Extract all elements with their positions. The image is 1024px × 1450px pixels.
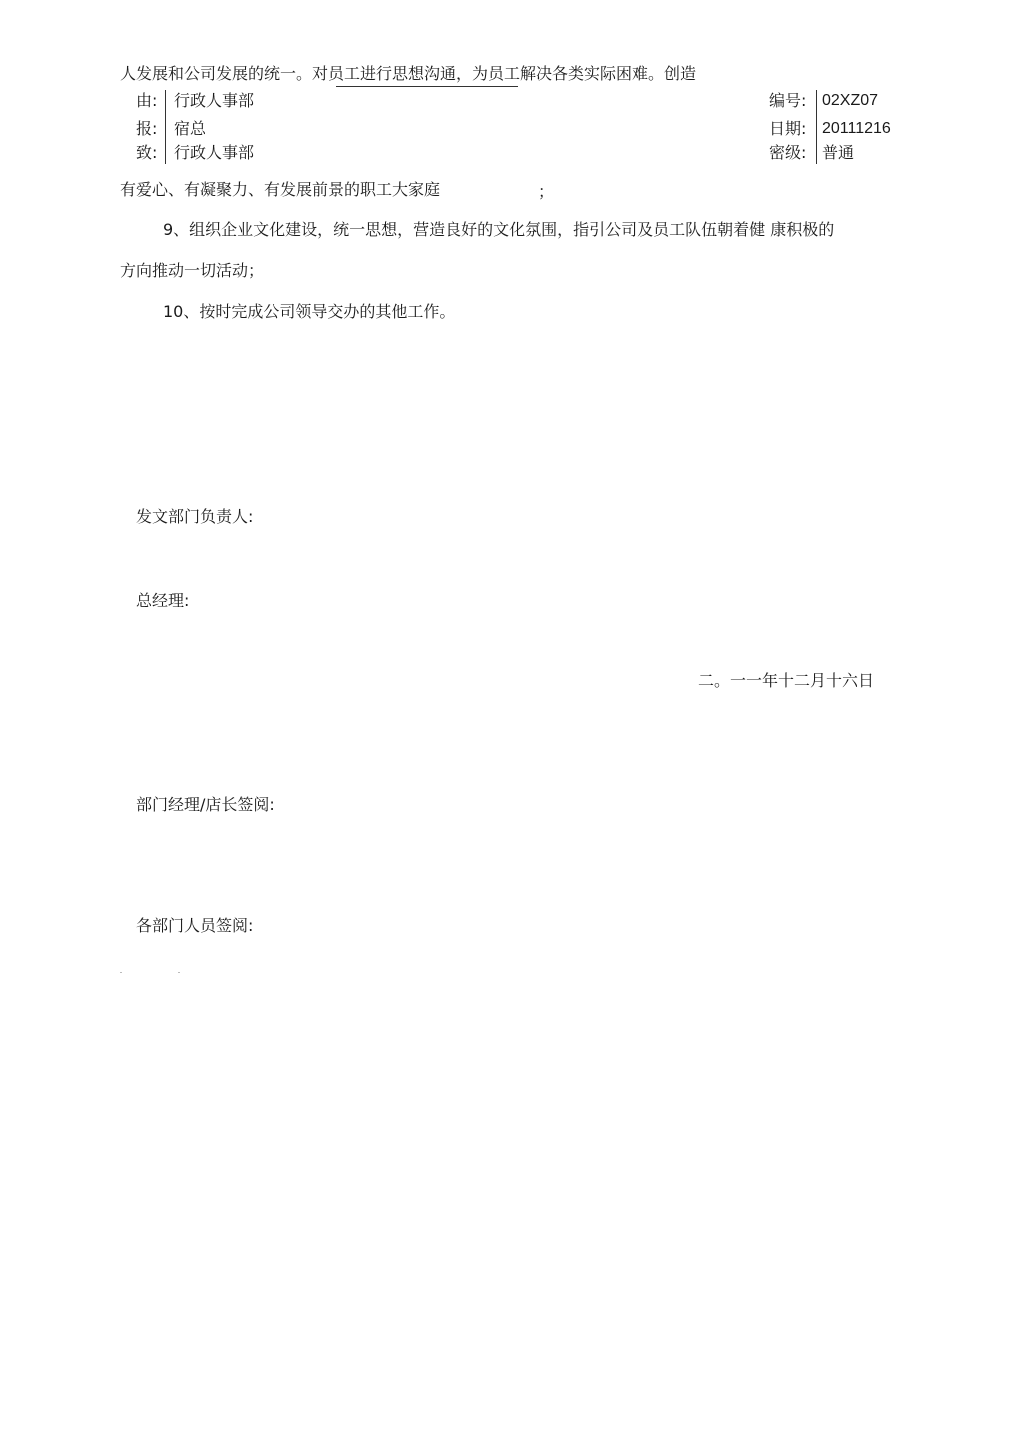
header-left-divider xyxy=(165,90,166,164)
number-label: 编号: xyxy=(769,91,807,110)
secrecy-value: 普通 xyxy=(822,143,855,162)
scan-speck xyxy=(178,972,180,973)
scan-speck xyxy=(120,972,122,973)
secrecy-label: 密级: xyxy=(769,143,807,162)
report-label: 报: xyxy=(136,119,158,138)
issuer-signature-label: 发文部门负责人: xyxy=(136,507,254,526)
to-label: 致: xyxy=(136,143,158,162)
dept-manager-sign-label: 部门经理/店长签阅: xyxy=(136,795,275,814)
from-value: 行政人事部 xyxy=(174,91,255,110)
general-manager-label: 总经理: xyxy=(136,591,190,610)
item-9-line-1: 9、组织企业文化建设，统一思想，营造良好的文化氛围，指引公司及员工队伍朝着健 康积极的 xyxy=(163,220,835,239)
from-label: 由: xyxy=(136,91,158,110)
number-value: 02XZ07 xyxy=(822,92,879,109)
report-value: 宿总 xyxy=(174,119,207,138)
item-10: 10、按时完成公司领导交办的其他工作。 xyxy=(163,302,456,321)
paragraph-semicolon: ； xyxy=(538,182,555,201)
item-9-line-2: 方向推动一切活动； xyxy=(120,261,265,280)
paragraph-family-line: 有爱心、有凝聚力、有发展前景的职工大家庭 xyxy=(120,180,441,199)
staff-sign-label: 各部门人员签阅: xyxy=(136,916,254,935)
header-top-rule xyxy=(336,86,518,87)
date-label: 日期: xyxy=(769,119,807,138)
paragraph-intro-line: 人发展和公司发展的统一。对员工进行思想沟通，为员工解决各类实际困难。创造 xyxy=(120,64,697,83)
header-right-divider xyxy=(816,90,817,164)
document-date: 二。一一年十二月十六日 xyxy=(698,671,875,690)
to-value: 行政人事部 xyxy=(174,143,255,162)
date-value: 20111216 xyxy=(822,120,891,137)
